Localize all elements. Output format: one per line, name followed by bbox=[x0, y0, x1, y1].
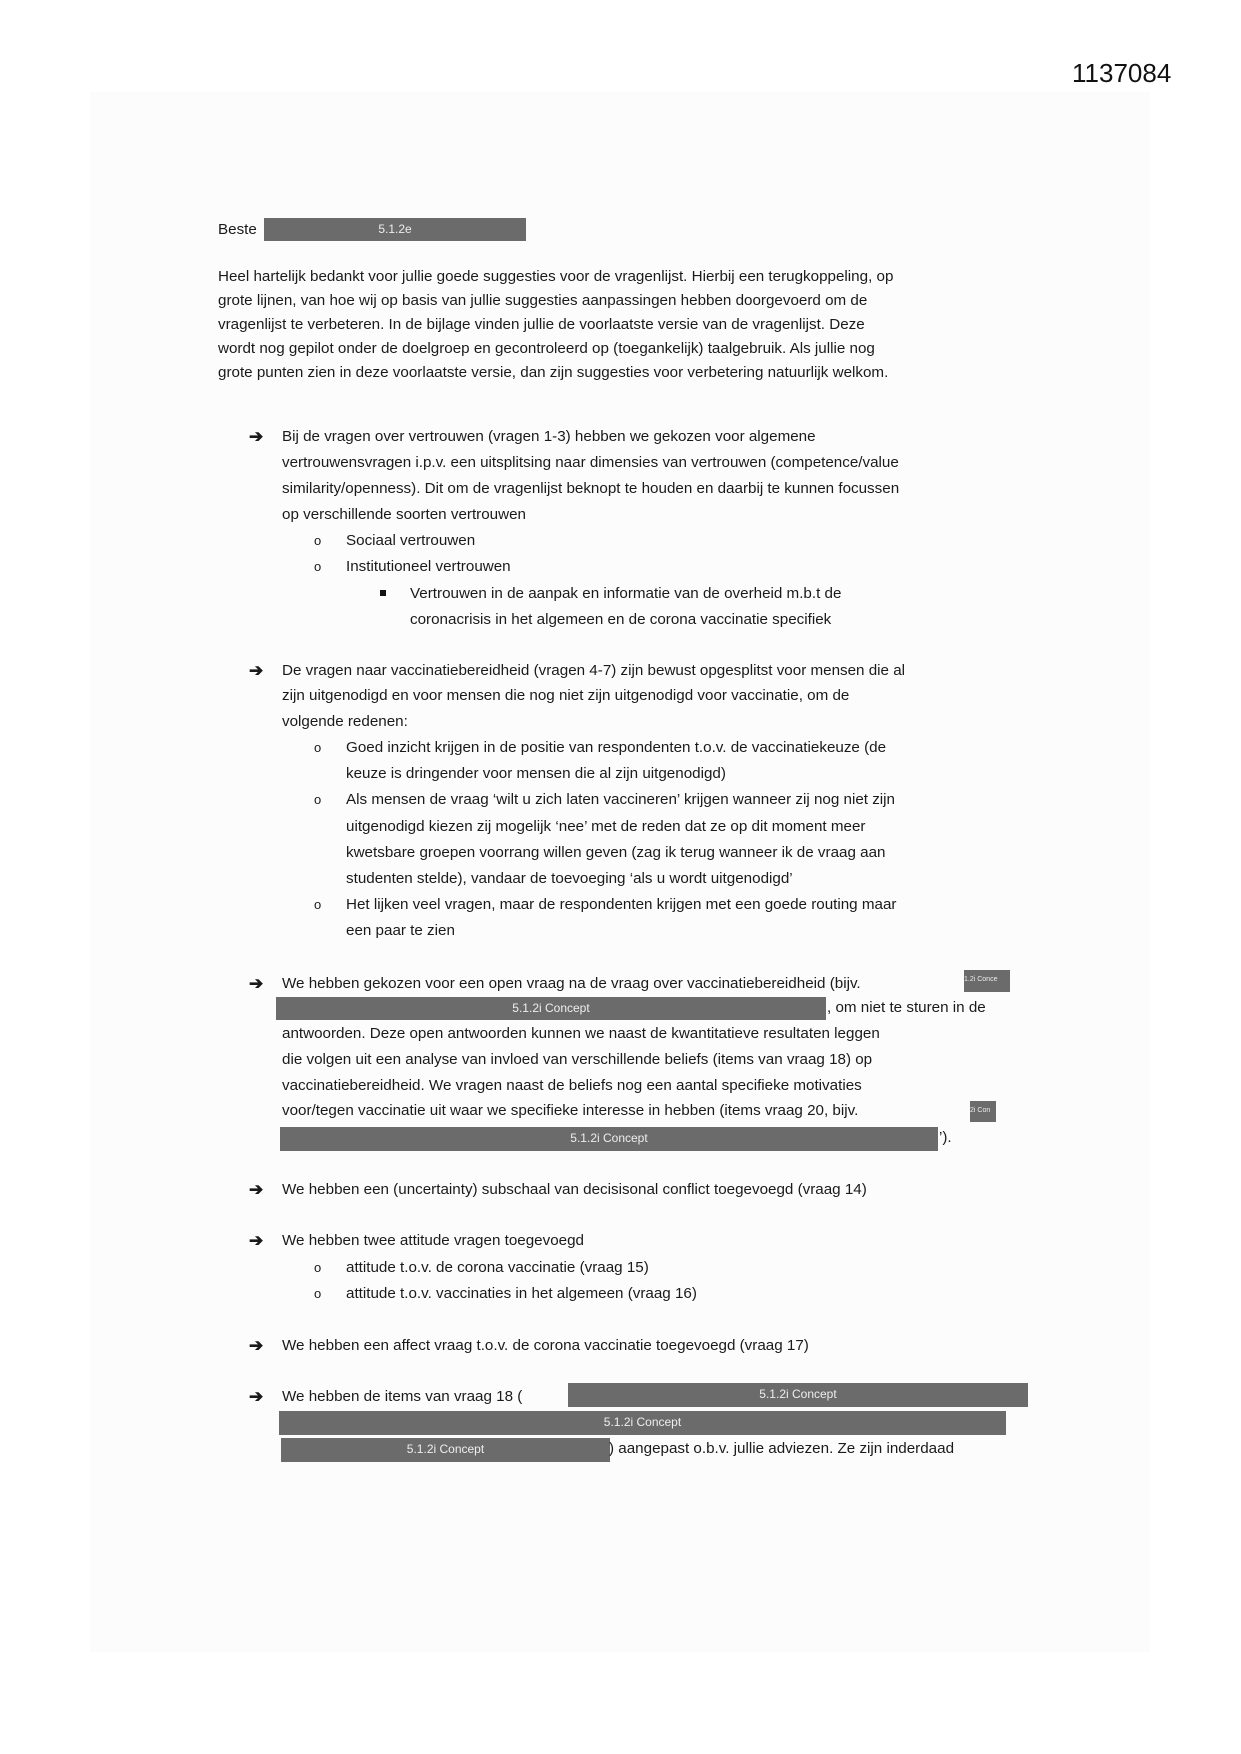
bullet-line: vertrouwensvragen i.p.v. een uitsplitsing naar dimensies van vertrouwen (competence/value bbox=[282, 454, 899, 471]
redaction: 2i Con bbox=[970, 1101, 996, 1122]
bullet-line: vaccinatiebereidheid. We vragen naast de beliefs nog een aantal specifieke motivaties bbox=[282, 1077, 862, 1094]
redaction: 5.1.2i Concept bbox=[281, 1438, 610, 1462]
bullet-line: We hebben twee attitude vragen toegevoegd bbox=[282, 1232, 585, 1249]
intro-line: vragenlijst te verbeteren. In de bijlage vinden jullie de voorlaatste versie van de vragenlijst. Deze bbox=[218, 316, 865, 333]
document-id: 1137084 bbox=[1072, 58, 1172, 88]
bullet-line: We hebben een (uncertainty) subschaal van decisisonal conflict toegevoegd (vraag 14) bbox=[282, 1181, 867, 1198]
subsub-line: Vertrouwen in de aanpak en informatie van de overheid m.b.t de bbox=[410, 585, 842, 602]
circle-bullet-icon: o bbox=[314, 897, 322, 912]
sub-item: Sociaal vertrouwen bbox=[346, 532, 476, 549]
redaction: 1.2i Conce bbox=[964, 970, 1010, 992]
salutation: Beste bbox=[218, 221, 257, 238]
sub-item-line: keuze is dringender voor mensen die al zijn uitgenodigd) bbox=[346, 765, 726, 782]
arrow-bullet-icon: ➔ bbox=[249, 661, 264, 680]
bullet-line: die volgen uit een analyse van invloed van verschillende beliefs (items van vraag 18) op bbox=[282, 1051, 873, 1068]
bullet-line: Bij de vragen over vertrouwen (vragen 1-3) hebben we gekozen voor algemene bbox=[282, 428, 816, 445]
bullet-line: voor/tegen vaccinatie uit waar we specifieke interesse in hebben (items vraag 20, bijv. bbox=[282, 1102, 859, 1119]
bullet-line: We hebben gekozen voor een open vraag na de vraag over vaccinatiebereidheid (bijv. bbox=[282, 975, 861, 992]
arrow-bullet-icon: ➔ bbox=[249, 1231, 264, 1250]
bullet-line: volgende redenen: bbox=[282, 713, 408, 730]
arrow-bullet-icon: ➔ bbox=[249, 974, 264, 993]
intro-line: wordt nog gepilot onder de doelgroep en gecontroleerd op (toegankelijk) taalgebruik. Als jullie nog bbox=[218, 340, 875, 357]
sub-item: Institutioneel vertrouwen bbox=[346, 558, 511, 575]
bullet-line: op verschillende soorten vertrouwen bbox=[282, 506, 526, 523]
sub-item-line: Goed inzicht krijgen in de positie van respondenten t.o.v. de vaccinatiekeuze (de bbox=[346, 739, 887, 756]
bullet-line: De vragen naar vaccinatiebereidheid (vragen 4-7) zijn bewust opgesplitst voor mensen die al bbox=[282, 662, 906, 679]
redaction: 5.1.2e bbox=[264, 218, 526, 241]
redaction: 5.1.2i Concept bbox=[280, 1127, 938, 1151]
sub-item-line: kwetsbare groepen voorrang willen geven (zag ik terug wanneer ik de vraag aan bbox=[346, 844, 886, 861]
intro-line: grote lijnen, van hoe wij op basis van jullie suggesties aanpassingen hebben doorgevoerd om de bbox=[218, 292, 868, 309]
redaction: 5.1.2i Concept bbox=[279, 1411, 1006, 1435]
subsub-line: coronacrisis in het algemeen en de corona vaccinatie specifiek bbox=[410, 611, 832, 628]
sub-item-line: studenten stelde), vandaar de toevoeging ‘als u wordt uitgenodigd’ bbox=[346, 870, 793, 887]
sub-item-line: uitgenodigd kiezen zij mogelijk ‘nee’ met de reden dat ze op dit moment meer bbox=[346, 818, 866, 835]
arrow-bullet-icon: ➔ bbox=[249, 1336, 264, 1355]
arrow-bullet-icon: ➔ bbox=[249, 427, 264, 446]
arrow-bullet-icon: ➔ bbox=[249, 1180, 264, 1199]
intro-line: grote punten zien in deze voorlaatste versie, dan zijn suggesties voor verbetering natuurlijk welkom. bbox=[218, 364, 889, 381]
bullet-line: We hebben de items van vraag 18 ( bbox=[282, 1388, 523, 1405]
bullet-line: antwoorden. Deze open antwoorden kunnen we naast de kwantitatieve resultaten leggen bbox=[282, 1025, 880, 1042]
circle-bullet-icon: o bbox=[314, 792, 322, 807]
sub-item-line: Als mensen de vraag ‘wilt u zich laten vaccineren’ krijgen wanneer zij nog niet zijn bbox=[346, 791, 895, 808]
arrow-bullet-icon: ➔ bbox=[249, 1387, 264, 1406]
circle-bullet-icon: o bbox=[314, 1260, 322, 1275]
redaction: 5.1.2i Concept bbox=[276, 997, 826, 1020]
circle-bullet-icon: o bbox=[314, 533, 322, 548]
circle-bullet-icon: o bbox=[314, 740, 322, 755]
bullet-line: ’). bbox=[939, 1129, 952, 1146]
sub-item: attitude t.o.v. de corona vaccinatie (vraag 15) bbox=[346, 1259, 649, 1276]
redaction: 5.1.2i Concept bbox=[568, 1383, 1028, 1407]
sub-item-line: Het lijken veel vragen, maar de respondenten krijgen met een goede routing maar bbox=[346, 896, 897, 913]
circle-bullet-icon: o bbox=[314, 559, 322, 574]
bullet-line: We hebben een affect vraag t.o.v. de corona vaccinatie toegevoegd (vraag 17) bbox=[282, 1337, 809, 1354]
square-bullet-icon bbox=[380, 590, 386, 596]
bullet-line: zijn uitgenodigd en voor mensen die nog niet zijn uitgenodigd voor vaccinatie, om de bbox=[282, 687, 850, 704]
bullet-line: similarity/openness). Dit om de vragenlijst beknopt te houden en daarbij te kunnen focussen bbox=[282, 480, 900, 497]
bullet-line: , om niet te sturen in de bbox=[827, 999, 986, 1016]
sub-item-line: een paar te zien bbox=[346, 922, 455, 939]
sub-item: attitude t.o.v. vaccinaties in het algemeen (vraag 16) bbox=[346, 1285, 697, 1302]
intro-line: Heel hartelijk bedankt voor jullie goede suggesties voor de vragenlijst. Hierbij een terugkoppeling, op bbox=[218, 268, 894, 285]
bullet-line: ) aangepast o.b.v. jullie adviezen. Ze zijn inderdaad bbox=[609, 1440, 955, 1457]
circle-bullet-icon: o bbox=[314, 1286, 322, 1301]
